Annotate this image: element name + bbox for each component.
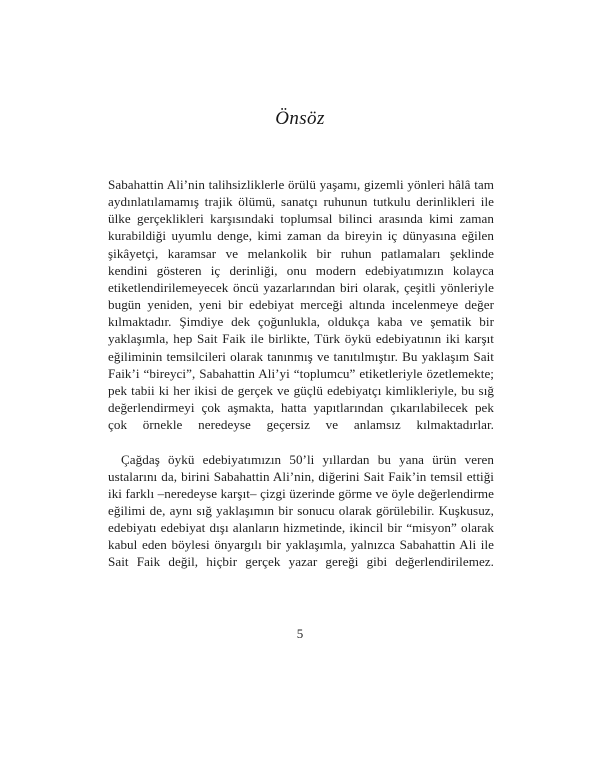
page-number: 5 — [296, 626, 304, 641]
body-text-block — [108, 176, 494, 588]
paragraph-2: Çağdaş öykü edebiyatımızın 50’li yıllardan bu yana ürün veren ustalarını da, birini Sabahattin Ali’nin, diğerini Sait Faik’in temsil ettiği iki farklı –neredeyse karşıt– çizgi üzerinde görme ve öyle değerlendirme eğilimi de, aynı sığ yaklaşımın bir sonucu olarak görülebilir. Kuşkusuz, edebiyatı edebiyat dışı alanların hizmetinde, ikincil bir “misyon” olarak kabul eden böylesi önyargılı bir yaklaşımla, yalnızca Sabahattin Ali ile Sait Faik değil, hiçbir gerçek yazar gereği gibi değerlendirilemez. — [108, 451, 494, 570]
page-title: Önsöz — [275, 108, 325, 129]
paragraph-1: Sabahattin Ali’nin talihsizliklerle örülü yaşamı, gizemli yönleri hâlâ tam aydınlatılamamış trajik ölümü, sanatçı ruhunun tutkulu derinlikleri ile ülke gerçeklikleri karşısındaki toplumsal bilinci arasında kimi zaman kurabildiği uyumlu denge, kimi zaman da bireyin iç dünyasına eğilen şikâyetçi, karamsar ve melankolik bir ruhun patlamaları şeklinde kendini gösteren iç derinliği, onu modern edebiyatımızın kolayca etiketlendirilemeyecek öncü yazarlarından biri olarak, çeşitli yönleriyle bugün yeniden, yeni bir edebiyat merceği altında incelenmeye değer kılmaktadır. Şimdiye dek çoğunlukla, oldukça kaba ve şematik bir yaklaşımla, hep Sait Faik ile birlikte, Türk öykü edebiyatının iki karşıt eğiliminin temsilcileri olarak tanınmış ve tanıtılmıştır. Bu yaklaşım Sait Faik’i “bireyci”, Sabahattin Ali’yi “toplumcu” etiketleriyle özetlemekte; pek tabii ki her ikisi de gerçek ve güçlü edebiyatçı kimlikleriyle, bu sığ değerlendirmeyi çok aşmakta, hatta yapıtlarından çıkarılabilecek pek çok örnekle neredeyse geçersiz ve anlamsız kılmaktadırlar. — [108, 177, 494, 433]
